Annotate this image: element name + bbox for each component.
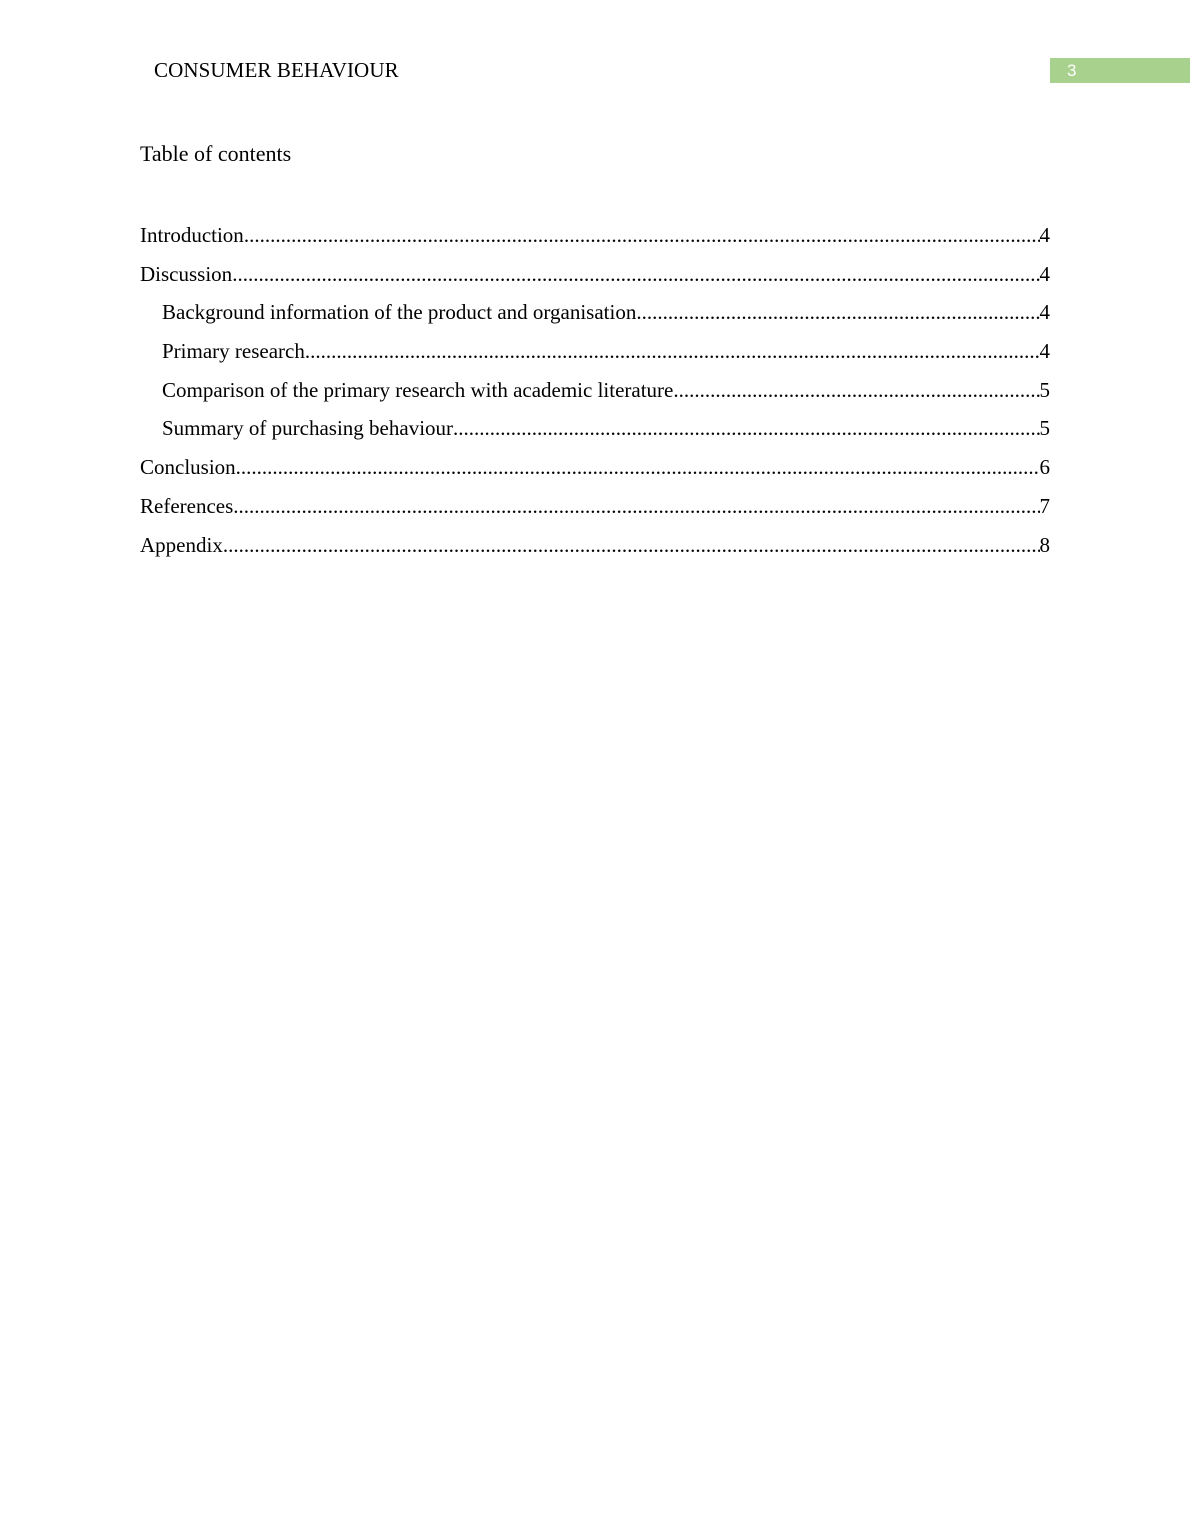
toc-entry-references[interactable] (140, 492, 1050, 531)
toc-dot-leader (233, 492, 1039, 520)
toc-entry-page: 4 (1039, 223, 1050, 247)
toc-entry-label: References (140, 493, 234, 518)
toc-entry-label: Appendix (140, 532, 223, 557)
toc-entry-conclusion[interactable] (140, 453, 1050, 492)
toc-entry-label: Primary research (162, 339, 305, 364)
toc-entry-background-information[interactable] (140, 298, 1050, 337)
toc-entry-page: 5 (1039, 377, 1050, 402)
toc-entry-label: Background information of the product and organisation (162, 300, 637, 325)
toc-entry-summary[interactable] (140, 414, 1050, 453)
toc-dot-leader (223, 531, 1040, 559)
running-head: CONSUMER BEHAVIOUR (154, 58, 399, 82)
toc-entry-primary-research[interactable] (140, 337, 1050, 376)
page-number: 3 (1067, 61, 1077, 80)
page-number-badge (1050, 58, 1190, 83)
toc-dot-leader (244, 221, 1040, 249)
toc-title: Table of contents (140, 141, 292, 166)
toc-dot-leader (636, 298, 1039, 326)
toc-entry-page: 4 (1039, 261, 1050, 286)
toc-entry-page: 5 (1039, 416, 1050, 441)
toc-dot-leader (232, 260, 1039, 288)
toc-list (140, 221, 1050, 569)
toc-dot-leader (305, 337, 1040, 365)
toc-entry-introduction[interactable] (140, 221, 1050, 260)
toc-entry-page: 4 (1039, 300, 1050, 325)
toc-dot-leader (453, 414, 1039, 442)
page-header (0, 0, 1190, 100)
toc-dot-leader (236, 453, 1040, 481)
toc-dot-leader (673, 376, 1039, 404)
toc-entry-page: 4 (1039, 339, 1050, 364)
toc-entry-comparison[interactable] (140, 376, 1050, 415)
toc-entry-label: Comparison of the primary research with academic literature (162, 377, 674, 402)
toc-entry-label: Introduction (140, 223, 244, 247)
toc-entry-page: 8 (1039, 532, 1050, 557)
toc-entry-discussion[interactable] (140, 260, 1050, 299)
toc-entry-appendix[interactable] (140, 531, 1050, 570)
toc-entry-label: Discussion (140, 261, 233, 286)
toc-entry-label: Conclusion (140, 455, 236, 480)
toc-entry-page: 6 (1039, 455, 1050, 480)
toc-entry-label: Summary of purchasing behaviour (162, 416, 454, 441)
toc-entry-page: 7 (1039, 493, 1050, 518)
